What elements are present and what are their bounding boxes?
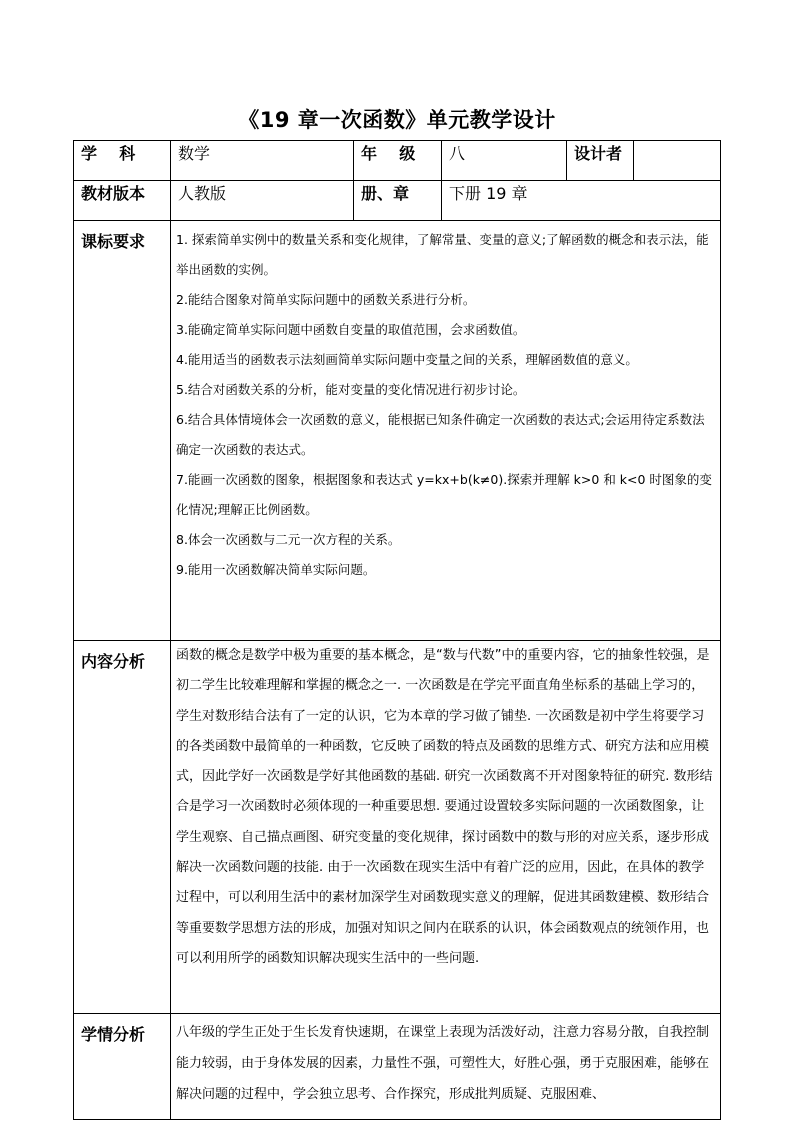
subject-label: 学 科: [74, 141, 171, 181]
designer-value: [634, 141, 721, 181]
subject-value: 数学: [171, 141, 354, 181]
requirement-item: 4.能用适当的函数表示法刻画简单实际问题中变量之间的关系，理解函数值的意义。: [176, 352, 638, 367]
content-analysis-text: [171, 641, 721, 1014]
requirement-item: 6.结合具体情境体会一次函数的意义，能根据已知条件确定一次函数的表达式;会运用待定系数法确定一次函数的表达式。: [176, 412, 705, 457]
learner-analysis-label: 学情分析: [74, 1014, 171, 1120]
requirement-item: 7.能画一次函数的图象，根据图象和表达式 y=kx+b(k≠0).探索并理解 k>0 和 k<0 时图象的变化情况;理解正比例函数。: [176, 472, 712, 517]
content-paragraph: 函数的概念是数学中极为重要的基本概念，是“数与代数”中的重要内容，它的抽象性较强，是初二学生比较难理解和掌握的概念之一. 一次函数是在学完平面直角坐标系的基础上学习的，学生对数形结合法有了一定的认识，它为本章的学习做了铺垫. 一次函数是初中学生将要学习的各类函数中最简单的一种函数，它反映了函数的特点及函数的思维方式、研究方法和应用模式，因此学好一次函数是学好其他函数的基础. 研究一次函数离不开对图象特征的研究. 数形结合是学习一次函数时必须体现的一种重要思想. 要通过设置较多实际问题的一次函数图象，让学生观察、自己描点画图、研究变量的变化规律，探讨函数中的数与形的对应关系，逐步形成解决一次函数问题的技能. 由于一次函数在现实生活中有着广泛的应用，因此，在具体的教学过程中，可以利用生活中的素材加深学生对函数现实意义的理解，促进其函数建模、数形结合等重要数学思想方法的形成，加强对知识之间内在联系的认识，体会函数观点的统领作用，也可以利用所学的函数知识解决现实生活中的一些问题.: [176, 648, 713, 966]
table-row: [74, 221, 721, 641]
document-title: 《19 章一次函数》单元教学设计: [238, 108, 556, 132]
requirement-item: 2.能结合图象对简单实际问题中的函数关系进行分析。: [176, 292, 476, 307]
grade-label: 年 级: [354, 141, 442, 181]
learner-analysis-text: [171, 1014, 721, 1120]
designer-label: 设计者: [567, 141, 634, 181]
table-row: [74, 141, 721, 181]
content-analysis-label: 内容分析: [74, 641, 171, 1014]
requirement-item: 9.能用一次函数解决简单实际问题。: [176, 562, 376, 577]
requirement-item: 1. 探索简单实例中的数量关系和变化规律，了解常量、变量的意义;了解函数的概念和表示法，能举出函数的实例。: [176, 232, 709, 277]
table-row: [74, 1014, 721, 1120]
table-row: [74, 641, 721, 1014]
table-row: [74, 181, 721, 221]
requirement-item: 5.结合对函数关系的分析，能对变量的变化情况进行初步讨论。: [176, 382, 526, 397]
learner-paragraph: 八年级的学生正处于生长发育快速期，在课堂上表现为活泼好动，注意力容易分散，自我控制能力较弱，由于身体发展的因素，力量性不强，可塑性大，好胜心强，勇于克服困难，能够在解决问题的过程中，学会独立思考、合作探究，形成批判质疑、克服困难、: [176, 1025, 710, 1102]
grade-value: 八: [442, 141, 567, 181]
volume-value: 下册 19 章: [442, 181, 721, 221]
requirement-item: 8.体会一次函数与二元一次方程的关系。: [176, 532, 401, 547]
requirement-item: 3.能确定简单实际问题中函数自变量的取值范围，会求函数值。: [176, 322, 526, 337]
volume-label: 册、章: [354, 181, 442, 221]
design-table: [73, 140, 721, 1120]
curriculum-label: 课标要求: [74, 221, 171, 641]
edition-label: 教材版本: [74, 181, 171, 221]
edition-value: 人教版: [171, 181, 354, 221]
curriculum-requirements: [171, 221, 721, 641]
